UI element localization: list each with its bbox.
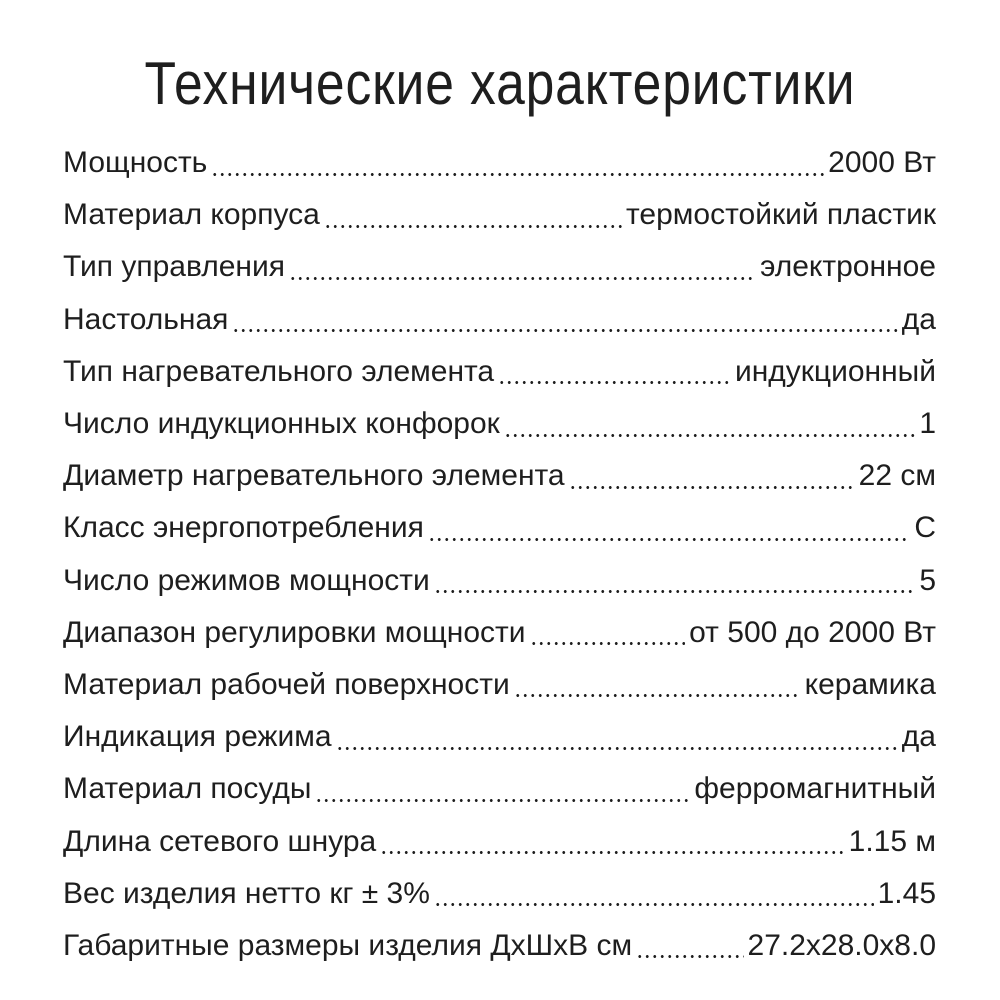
spec-row-power (63, 137, 936, 189)
spec-label: Число индукционных конфорок (63, 407, 500, 441)
spec-value: 1 (919, 407, 936, 441)
dot-leader (428, 538, 910, 541)
spec-value: ферромагнитный (694, 772, 936, 806)
dot-leader (530, 642, 686, 645)
dot-leader (569, 486, 855, 489)
spec-label: Мощность (63, 146, 208, 180)
dot-leader (315, 799, 690, 802)
spec-label: Материал рабочей поверхности (63, 667, 510, 701)
dot-leader (336, 747, 898, 750)
spec-value: да (901, 302, 936, 336)
spec-row-power-range (63, 607, 936, 659)
spec-list (63, 137, 936, 972)
spec-row-energy-class (63, 502, 936, 554)
spec-value: керамика (804, 667, 936, 701)
spec-row-surface-material (63, 659, 936, 711)
spec-row-housing-material (63, 189, 936, 241)
spec-row-control-type (63, 241, 936, 293)
dot-leader (636, 955, 743, 958)
spec-value: электронное (760, 250, 936, 284)
spec-value: термостойкий пластик (626, 198, 936, 232)
spec-row-net-weight (63, 868, 936, 920)
spec-row-heating-element-type (63, 346, 936, 398)
spec-label: Диаметр нагревательного элемента (63, 459, 565, 493)
spec-label: Длина сетевого шнура (63, 824, 377, 858)
spec-value: 2000 Вт (828, 146, 936, 180)
spec-row-dimensions (63, 920, 936, 972)
dot-leader (434, 903, 874, 906)
spec-row-power-modes (63, 555, 936, 607)
spec-value: 1.45 (877, 876, 936, 910)
spec-label: Диапазон регулировки мощности (63, 615, 526, 649)
dot-leader (434, 590, 916, 593)
dot-leader (514, 694, 801, 697)
dot-leader (380, 851, 844, 854)
spec-row-element-diameter (63, 450, 936, 502)
dot-leader (289, 277, 756, 280)
spec-label: Габаритные размеры изделия ДхШхВ см (63, 928, 633, 962)
spec-value: 5 (919, 563, 936, 597)
spec-value: 1.15 м (848, 824, 936, 858)
spec-row-mode-indication (63, 711, 936, 763)
spec-row-cord-length (63, 815, 936, 867)
spec-row-tabletop (63, 294, 936, 346)
spec-label: Материал посуды (63, 772, 312, 806)
spec-value: 22 см (858, 459, 936, 493)
spec-value: да (901, 720, 936, 754)
spec-label: Вес изделия нетто кг ± 3% (63, 876, 430, 910)
spec-value: 27.2х28.0х8.0 (747, 928, 936, 962)
spec-value: от 500 до 2000 Вт (689, 615, 936, 649)
dot-leader (324, 225, 622, 228)
dot-leader (504, 434, 916, 437)
spec-label: Число режимов мощности (63, 563, 430, 597)
spec-label: Тип управления (63, 250, 285, 284)
spec-value: индукционный (734, 354, 936, 388)
spec-label: Материал корпуса (63, 198, 320, 232)
spec-label: Тип нагревательного элемента (63, 354, 495, 388)
spec-row-cookware-material (63, 763, 936, 815)
spec-label: Настольная (63, 302, 229, 336)
spec-label: Класс энергопотребления (63, 511, 424, 545)
spec-row-burner-count (63, 398, 936, 450)
spec-value: С (914, 511, 936, 545)
spec-label: Индикация режима (63, 720, 332, 754)
dot-leader (211, 173, 824, 176)
page-title: Технические характеристики (144, 50, 856, 117)
dot-leader (232, 329, 897, 332)
dot-leader (498, 381, 731, 384)
